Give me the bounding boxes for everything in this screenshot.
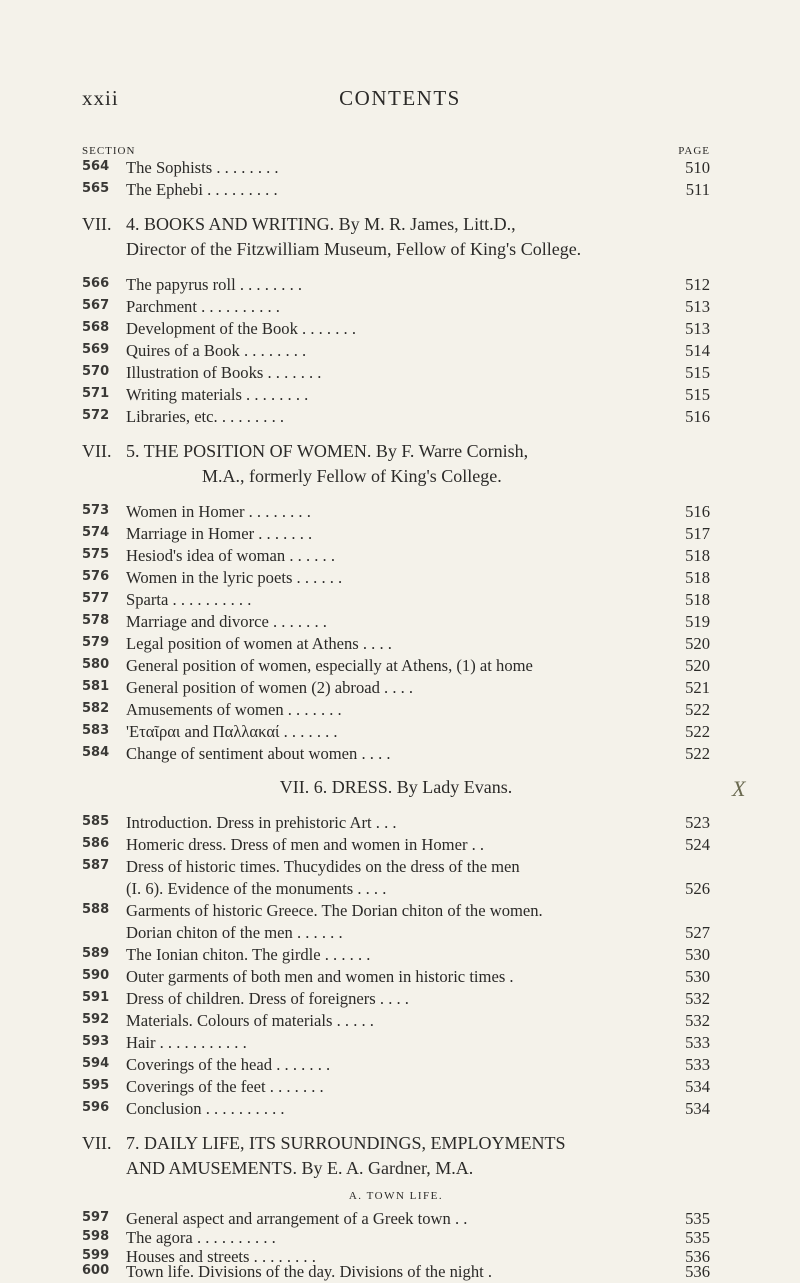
entry-title: Sparta . . . . . . . . . . [126,590,252,609]
page-number: 512 [685,275,710,294]
section-number: 577 [82,591,110,606]
entry-title: Hair . . . . . . . . . . . [126,1033,247,1052]
entry-title: General position of women (2) abroad . . . . [126,678,414,697]
entry-title: Parchment . . . . . . . . . . [126,297,280,316]
page-number: 519 [685,612,710,631]
section-number: 585 [82,814,110,829]
page-number: 518 [685,590,710,609]
entry-title: Development of the Book . . . . . . . [126,319,356,338]
section-number: 565 [82,181,110,196]
toc-entry [82,813,710,835]
toc-entry [82,678,710,700]
entry-title-continuation: (I. 6). Evidence of the monuments . . . . [126,879,387,898]
page-number: 520 [685,656,710,675]
page-number: 523 [685,813,710,832]
entry-title: Quires of a Book . . . . . . . . [126,341,307,360]
section-number: 600 [82,1263,110,1278]
page-number: 524 [685,835,710,854]
entry-title: 'Εταῖραι and Παλλακαί . . . . . . . [126,722,338,741]
part-label: VII. [82,441,112,461]
section-number: 596 [82,1100,110,1115]
toc-entry [82,722,710,744]
part-heading-line: 4. BOOKS AND WRITING. By M. R. James, Litt.D., [126,214,516,234]
entry-title: Amusements of women . . . . . . . [126,700,342,719]
page-number: 510 [685,158,710,177]
toc-entry [82,158,710,180]
section-number: 593 [82,1034,110,1049]
page-folio: xxii [82,86,119,110]
section-number: 573 [82,503,110,518]
section-number: 566 [82,276,110,291]
toc-entry [82,341,710,363]
section-number: 583 [82,723,110,738]
entry-title: Marriage and divorce . . . . . . . [126,612,327,631]
toc-entry [82,967,710,989]
section-number: 597 [82,1210,110,1225]
subsection-heading: A. TOWN LIFE. [348,1190,444,1202]
page-number: 521 [685,678,710,697]
toc-entry [82,1055,710,1077]
page-number: 530 [685,945,710,964]
section-number: 579 [82,635,110,650]
entry-title: Libraries, etc. . . . . . . . . [126,407,285,426]
toc-entry [82,857,710,901]
part-heading-line: M.A., formerly Fellow of King's College. [202,466,502,486]
page-number: 535 [685,1228,710,1247]
toc-entry [82,319,710,341]
part-heading-line: 7. DAILY LIFE, ITS SURROUNDINGS, EMPLOYMENTS [126,1133,566,1153]
page-number: 526 [685,879,710,898]
section-number: 567 [82,298,110,313]
section-number: 586 [82,836,110,851]
toc-entry [82,1077,710,1099]
toc-entry [82,1011,710,1033]
section-number: 592 [82,1012,110,1027]
section-number: 578 [82,613,110,628]
entry-title: Dress of historic times. Thucydides on the dress of the men [126,857,520,876]
page-number: 514 [685,341,710,360]
entry-title: Illustration of Books . . . . . . . [126,363,322,382]
entry-title: Houses and streets . . . . . . . . [126,1247,316,1266]
page-number: 530 [685,967,710,986]
part-heading-line: 5. THE POSITION OF WOMEN. By F. Warre Cornish, [126,441,529,461]
entry-title-continuation: Dorian chiton of the men . . . . . . [126,923,343,942]
part-label: VII. [82,1133,112,1153]
entry-title: The Ionian chiton. The girdle . . . . . . [126,945,371,964]
entry-title: Coverings of the feet . . . . . . . [126,1077,324,1096]
page-number: 513 [685,297,710,316]
page-number: 533 [685,1055,710,1074]
toc-entry [82,901,710,945]
entry-title: Outer garments of both men and women in historic times . [126,967,514,986]
section-number: 570 [82,364,110,379]
entry-title: General position of women, especially at Athens, (1) at home [126,656,533,675]
page-number: 522 [685,744,710,763]
part-heading-line: AND AMUSEMENTS. By E. A. Gardner, M.A. [126,1158,474,1178]
toc-entry [82,989,710,1011]
page-number: 516 [685,502,710,521]
entry-title: Materials. Colours of materials . . . . . [126,1011,374,1030]
entry-title: Homeric dress. Dress of men and women in Homer . . [126,835,485,854]
toc-entry [82,656,710,678]
section-number: 569 [82,342,110,357]
section-number: 594 [82,1056,110,1071]
page-number: 534 [685,1077,710,1096]
section-number: 587 [82,858,110,873]
page-number: 518 [685,546,710,565]
toc-entry [82,524,710,546]
toc-entry [82,634,710,656]
entry-title: Women in the lyric poets . . . . . . [126,568,343,587]
toc-entry [82,1262,710,1282]
toc-entry [82,568,710,590]
entry-title: Dress of children. Dress of foreigners . . . . [126,989,409,1008]
page-number: 522 [685,700,710,719]
section-number: 582 [82,701,110,716]
entry-title: Change of sentiment about women . . . . [126,744,391,763]
section-number: 580 [82,657,110,672]
running-head [0,86,800,112]
entry-title: The agora . . . . . . . . . . [126,1228,276,1247]
toc-entry [82,363,710,385]
page-number: 516 [685,407,710,426]
entry-title: The Sophists . . . . . . . . [126,158,279,177]
section-number: 575 [82,547,110,562]
page-number: 532 [685,989,710,1008]
section-number: 574 [82,525,110,540]
page-number: 527 [685,923,710,942]
page-number: 518 [685,568,710,587]
entry-title: Coverings of the head . . . . . . . [126,1055,331,1074]
entry-title: The Ephebi . . . . . . . . . [126,180,278,199]
toc-entry [82,590,710,612]
toc-entry [82,1099,710,1121]
toc-entry [82,407,710,429]
toc-entry [82,700,710,722]
page-number: 536 [685,1262,710,1281]
toc-entry [82,297,710,319]
entry-title: General aspect and arrangement of a Greek town . . [126,1209,468,1228]
entry-title: Conclusion . . . . . . . . . . [126,1099,285,1118]
entry-title: Hesiod's idea of woman . . . . . . [126,546,335,565]
section-number: 581 [82,679,110,694]
page-column-label: PAGE [678,145,710,157]
entry-title: The papyrus roll . . . . . . . . [126,275,303,294]
section-number: 591 [82,990,110,1005]
page-number: 513 [685,319,710,338]
entry-title: Legal position of women at Athens . . . . [126,634,392,653]
section-number: 590 [82,968,110,983]
section-number: 584 [82,745,110,760]
toc-entry [82,502,710,524]
toc-entry [82,945,710,967]
page-title: CONTENTS [339,86,461,110]
section-number: 589 [82,946,110,961]
page-number: 520 [685,634,710,653]
page-number: 534 [685,1099,710,1118]
entry-title: Writing materials . . . . . . . . [126,385,309,404]
toc-entry [82,835,710,857]
section-number: 572 [82,408,110,423]
section-number: 595 [82,1078,110,1093]
part-heading-line: Director of the Fitzwilliam Museum, Fellow of King's College. [126,239,582,259]
page-number: 535 [685,1209,710,1228]
section-number: 564 [82,159,110,174]
section-number: 568 [82,320,110,335]
page-number: 515 [685,363,710,382]
page-number: 515 [685,385,710,404]
entry-title: Marriage in Homer . . . . . . . [126,524,313,543]
toc-entry [82,275,710,297]
section-number: 598 [82,1229,110,1244]
entry-title: Town life. Divisions of the day. Divisions of the night . [126,1262,493,1281]
section-number: 588 [82,902,110,917]
part-heading: VII. 6. DRESS. By Lady Evans. [279,777,513,797]
page-number: 522 [685,722,710,741]
section-number: 571 [82,386,110,401]
section-number: 599 [82,1248,110,1263]
page-number: 533 [685,1033,710,1052]
entry-title: Women in Homer . . . . . . . . [126,502,311,521]
entry-title: Garments of historic Greece. The Dorian chiton of the women. [126,901,543,920]
page-number: 517 [685,524,710,543]
toc-entry [82,385,710,407]
part-label: VII. [82,214,112,234]
toc-entry [82,180,710,202]
page-number: 511 [685,180,710,199]
toc-entry [82,546,710,568]
section-column-label: SECTION [82,145,136,157]
toc-entry [82,1033,710,1055]
page-number: 536 [685,1247,710,1266]
entry-title: Introduction. Dress in prehistoric Art . . . [126,813,397,832]
toc-entry [82,612,710,634]
page-number: 532 [685,1011,710,1030]
toc-entry [82,744,710,766]
section-number: 576 [82,569,110,584]
margin-mark: X [732,776,746,801]
